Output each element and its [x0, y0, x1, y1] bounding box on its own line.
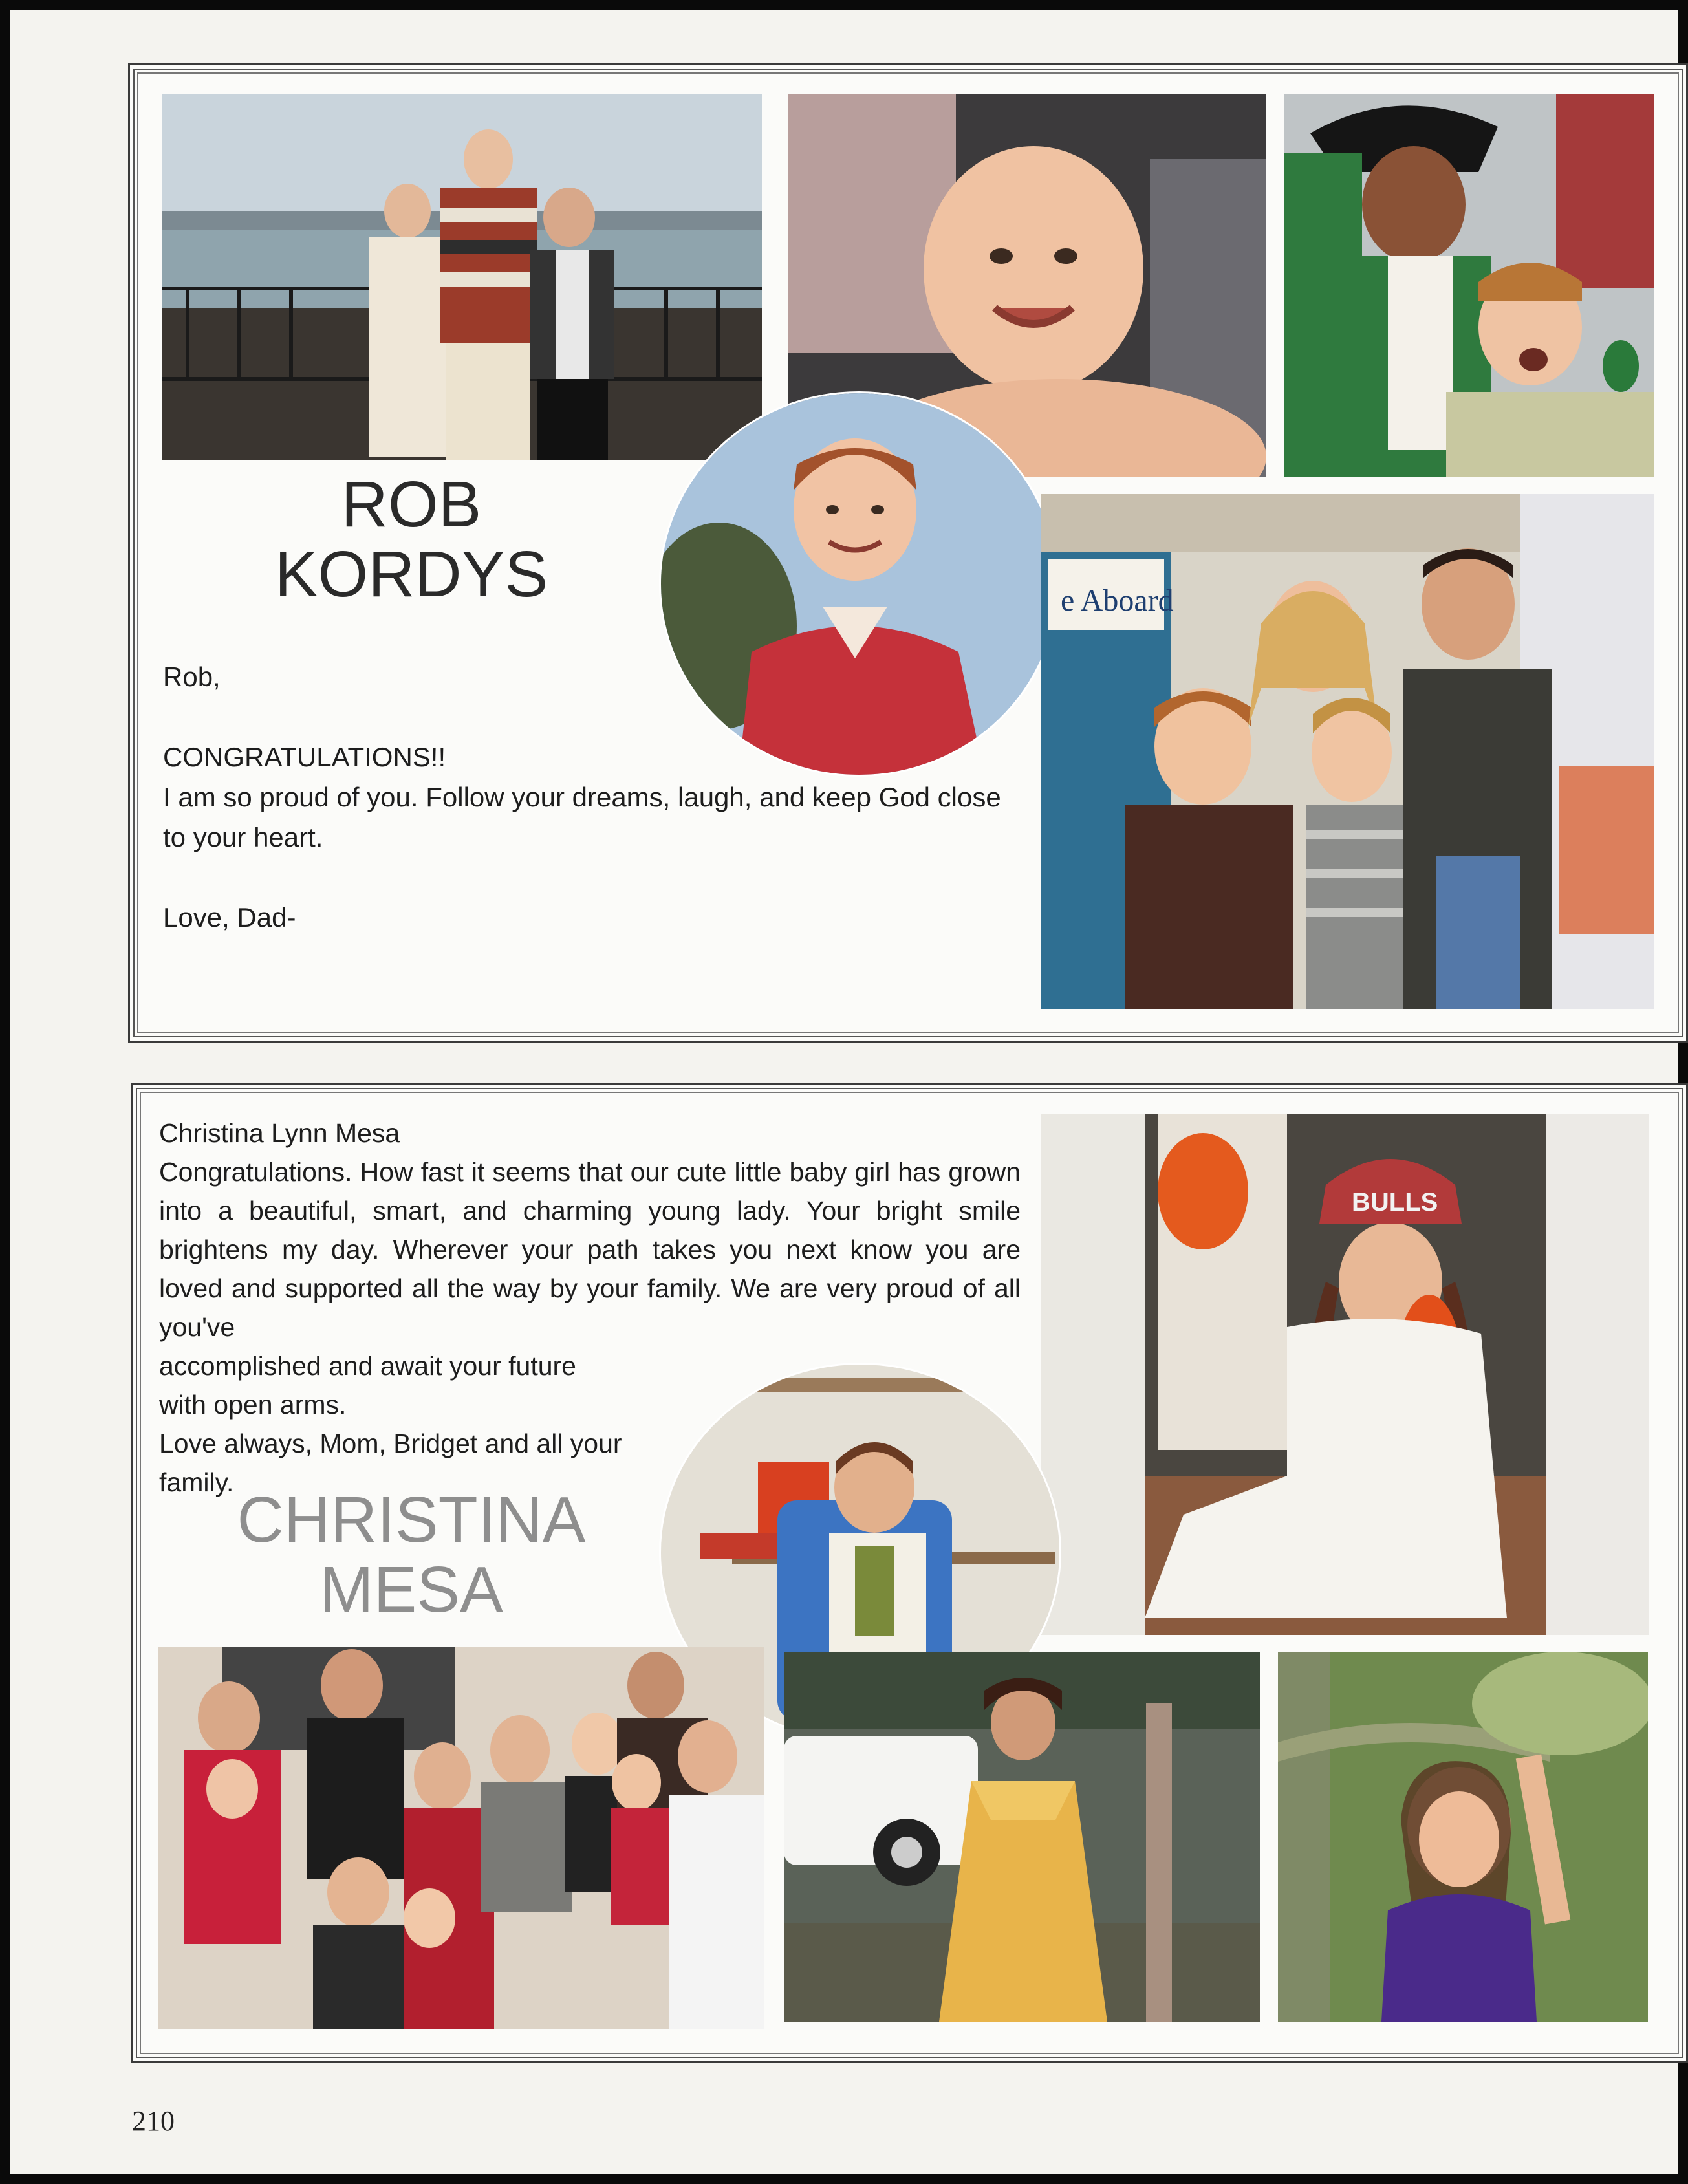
rob-greeting: Rob, — [163, 662, 221, 692]
photo-family-group — [158, 1647, 764, 2029]
rob-congrats: CONGRATULATIONS!! — [163, 742, 446, 772]
christina-title — [198, 1485, 625, 1625]
christina-name-line: Christina Lynn Mesa — [159, 1118, 400, 1148]
christina-signoff: family. — [159, 1467, 234, 1497]
rob-message-body: I am so proud of you. Follow your dreams, laugh, and keep God close to your heart. — [163, 782, 1001, 852]
photo-family-waterfront — [162, 94, 762, 460]
christina-message-line8: Love always, Mom, Bridget and all your — [159, 1429, 622, 1458]
photo-girl-white-dress — [1041, 1114, 1649, 1635]
aboard-sign-text: e Aboard — [1061, 583, 1174, 618]
photo-pirate-boy — [1284, 94, 1654, 477]
christina-title-last-name: MESA — [319, 1553, 503, 1626]
christina-message-line6: accomplished and await your future — [159, 1351, 576, 1381]
yearbook-page — [10, 10, 1678, 2174]
rob-title-first-name: ROB — [341, 468, 482, 541]
bulls-cap-text: BULLS — [1352, 1188, 1438, 1216]
photo-girl-in-tree — [1278, 1652, 1648, 2022]
rob-title-last-name: KORDYS — [274, 538, 548, 611]
photo-family-cruise — [1041, 494, 1654, 1009]
rob-message — [163, 657, 1030, 938]
christina-message-line7: with open arms. — [159, 1390, 347, 1420]
photo-girl-gold-dress — [784, 1652, 1260, 2022]
page-number: 210 — [132, 2105, 175, 2137]
christina-message-body: Congratulations. How fast it seems that our cute little baby girl has grown into a beautiful, smart, and charming young lady. Your bright smile brightens my day. Wherever your path takes you next know you are loved and supported all the way by your family. We are very proud of all you've — [159, 1157, 1021, 1342]
rob-signoff: Love, Dad- — [163, 902, 296, 933]
christina-title-first-name: CHRISTINA — [237, 1484, 586, 1556]
rob-title — [230, 470, 592, 609]
christina-message — [159, 1114, 1026, 1502]
